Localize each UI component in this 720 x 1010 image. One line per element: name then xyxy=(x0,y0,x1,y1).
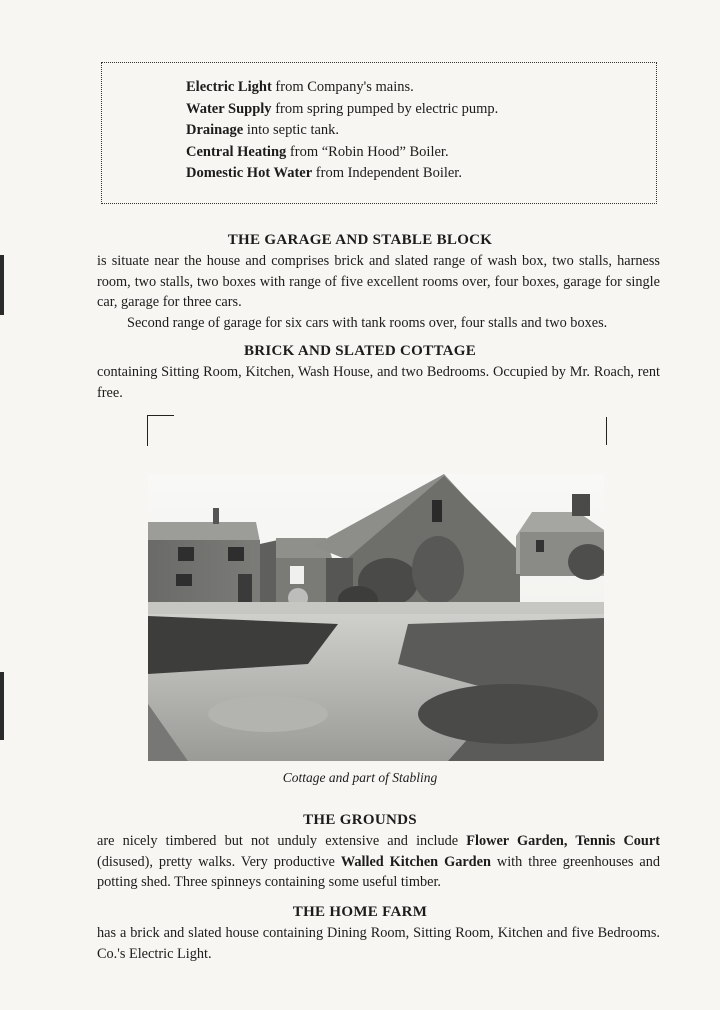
cottage-photo-image xyxy=(148,474,604,761)
cottage-text: containing Sitting Room, Kitchen, Wash House, and two Bedrooms. Occupied by Mr. Roach, rent free. xyxy=(97,364,660,401)
garage-heading: THE GARAGE AND STABLE BLOCK xyxy=(227,232,493,248)
grounds-text-2: (disused), pretty walks. Very productive xyxy=(97,853,341,870)
service-line xyxy=(186,163,498,185)
crop-mark-left xyxy=(147,415,174,446)
grounds-bold-1: Flower Garden, Tennis Court xyxy=(466,833,660,849)
cottage-photo xyxy=(148,474,604,761)
photo-caption: Cottage and part of Stabling xyxy=(282,770,438,785)
service-name: Drainage xyxy=(186,122,244,138)
crop-mark-right xyxy=(606,417,607,445)
service-line xyxy=(186,142,498,164)
service-detail: from “Robin Hood” Boiler. xyxy=(286,143,449,160)
service-name: Domestic Hot Water xyxy=(186,165,313,181)
scan-edge-mark xyxy=(0,672,4,740)
garage-text-2: Second range of garage for six cars with tank rooms over, four stalls and two boxes. xyxy=(127,314,608,331)
grounds-bold-2: Walled Kitchen Garden xyxy=(340,853,491,870)
grounds-heading: THE GROUNDS xyxy=(303,812,417,828)
cottage-paragraph xyxy=(97,362,660,403)
home-farm-heading: THE HOME FARM xyxy=(292,904,428,920)
service-detail: from Independent Boiler. xyxy=(312,165,462,181)
services-box xyxy=(101,62,657,204)
garage-text: is situate near the house and comprises brick and slated range of wash box, two stalls, harness room, two stalls, two boxes with range of five excellent rooms over, four boxes, garage for single car, garage for three cars. xyxy=(97,253,660,310)
grounds-paragraph xyxy=(97,831,660,893)
cottage-heading: BRICK AND SLATED COTTAGE xyxy=(243,343,477,359)
grounds-text-3: with three greenhouses and potting shed. Three spinneys containing some useful timber. xyxy=(97,853,660,890)
scan-edge-mark xyxy=(0,255,4,315)
grounds-text xyxy=(97,831,660,893)
service-name: Electric Light xyxy=(186,79,272,95)
service-detail: from spring pumped by electric pump. xyxy=(271,100,499,117)
garage-paragraph xyxy=(97,251,660,333)
service-line xyxy=(186,120,498,142)
service-name: Central Heating xyxy=(186,143,287,160)
grounds-text-1: are nicely timbered but not unduly extensive and include xyxy=(97,833,467,849)
service-detail: into septic tank. xyxy=(243,122,340,138)
services-list xyxy=(186,77,498,185)
service-line xyxy=(186,99,498,121)
service-name: Water Supply xyxy=(186,100,272,117)
service-detail: from Company's mains. xyxy=(271,79,414,95)
home-farm-text: has a brick and slated house containing Dining Room, Sitting Room, Kitchen and five Bedrooms. Co.'s Electric Light. xyxy=(97,925,660,962)
home-farm-paragraph xyxy=(97,923,660,964)
service-line xyxy=(186,77,498,99)
